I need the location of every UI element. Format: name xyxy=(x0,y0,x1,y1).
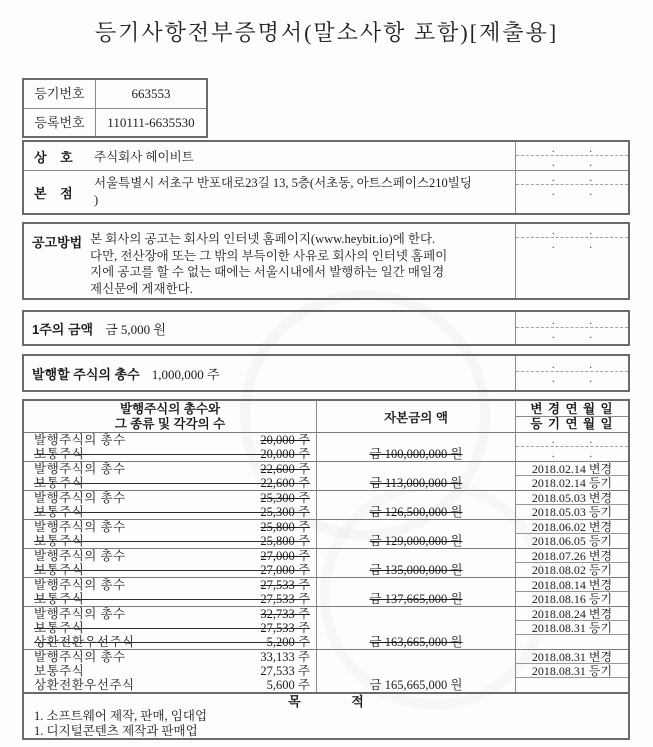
objective-box xyxy=(22,692,630,740)
share-entry xyxy=(24,577,628,606)
date-cell xyxy=(515,650,628,692)
empty-date: . . xyxy=(551,329,593,341)
document-title: 등기사항전부증명서(말소사항 포함)[제출용] xyxy=(94,20,559,45)
share-row xyxy=(24,650,316,664)
date-row: 2018.06.05 등기 xyxy=(531,534,613,548)
share-row xyxy=(24,433,316,447)
date-row: 2018.06.02 변경 xyxy=(516,520,628,534)
share-row-label: 보통주식 xyxy=(34,563,85,577)
notice-line: 다만, 전산장애 또는 그 밖의 부득이한 사유로 회사의 인터넷 홈페이 xyxy=(90,248,448,263)
date-cell xyxy=(515,142,628,170)
objective-item: 1. 디지털콘텐츠 제작과 판매업 xyxy=(34,724,198,738)
share-row-value: 25,800 주 xyxy=(260,520,310,534)
empty-date: . . xyxy=(516,358,628,372)
par-value-row xyxy=(24,312,515,344)
share-row xyxy=(24,462,316,476)
head-office-address xyxy=(94,171,515,213)
share-row-value: 5,200 주 xyxy=(266,635,310,649)
registry-number-value: 663553 xyxy=(131,86,171,101)
company-box xyxy=(22,140,630,215)
share-row-label: 보통주식 xyxy=(34,476,85,490)
empty-date: . . xyxy=(551,373,593,385)
head-office-address-line2: ) xyxy=(94,193,99,207)
date-cell xyxy=(515,549,628,577)
issued-shares-table-header xyxy=(24,401,628,432)
share-kinds-cell xyxy=(24,491,316,519)
capital-cell xyxy=(316,462,515,490)
authorized-shares-label: 발행할 주식의 총수 xyxy=(32,366,140,382)
date-row: 2018.05.03 변경 xyxy=(516,491,628,505)
share-row xyxy=(24,592,316,606)
date-cell xyxy=(515,462,628,490)
date-row: 2018.08.16 등기 xyxy=(531,592,613,606)
date-cell xyxy=(515,224,628,298)
share-row xyxy=(24,534,316,548)
capital-value: 금 129,000,000 원 xyxy=(369,534,463,548)
capital-cell xyxy=(316,433,515,461)
header-change-date: 변 경 연 월 일 xyxy=(516,401,628,417)
share-row xyxy=(24,678,316,692)
objective-title: 목 적 xyxy=(288,694,364,709)
share-row-label: 발행주식의 총수 xyxy=(34,433,126,447)
date-row: 2018.08.31 등기 xyxy=(516,664,628,678)
date-row: 2018.08.24 변경 xyxy=(516,607,628,621)
share-row-value: 27,000 주 xyxy=(260,563,310,577)
date-cell xyxy=(515,491,628,519)
empty-date: . . xyxy=(516,224,628,238)
company-name-label: 상 호 xyxy=(34,149,73,165)
share-row xyxy=(24,578,316,592)
share-row-value: 22,600 주 xyxy=(260,476,310,490)
capital-value: 금 137,665,000 원 xyxy=(369,592,463,606)
notice-method-text xyxy=(90,224,515,298)
share-row-value: 27,533 주 xyxy=(260,592,310,606)
share-row-label: 발행주식의 총수 xyxy=(34,578,126,592)
capital-cell xyxy=(316,607,515,649)
share-row-label: 보통주식 xyxy=(34,664,85,678)
head-office-label: 본 점 xyxy=(34,185,73,201)
share-row-label: 보통주식 xyxy=(34,447,85,461)
notice-method-label: 공고방법 xyxy=(32,235,83,250)
empty-date: . . xyxy=(516,314,628,328)
empty-date: . . xyxy=(516,142,628,156)
share-kinds-cell xyxy=(24,650,316,692)
empty-date: . . xyxy=(551,239,593,251)
par-value-label: 1주의 금액 xyxy=(32,321,94,337)
share-row-value: 27,533 주 xyxy=(260,664,310,678)
share-row xyxy=(24,607,316,621)
capital-value: 금 135,000,000 원 xyxy=(369,563,463,577)
share-row-value: 5,600 주 xyxy=(266,678,310,692)
share-row-value: 27,000 주 xyxy=(260,549,310,563)
share-row-label: 발행주식의 총수 xyxy=(34,650,126,664)
share-row xyxy=(24,563,316,577)
notice-line: 본 회사의 공고는 회사의 인터넷 홈페이지(www.heybit.io)에 한다. xyxy=(90,232,436,246)
authorized-shares-amount: 1,000,000 주 xyxy=(151,366,220,382)
share-entry xyxy=(24,606,628,649)
registration-number-label: 등록번호 xyxy=(24,109,96,136)
date-cell xyxy=(515,171,628,213)
empty-date: . . xyxy=(516,433,628,447)
share-row-value: 27,533 주 xyxy=(260,578,310,592)
share-row-value: 33,133 주 xyxy=(260,650,310,664)
issued-shares-table xyxy=(22,399,630,694)
share-row xyxy=(24,491,316,505)
date-cell xyxy=(515,578,628,606)
date-row: 2018.02.14 등기 xyxy=(531,476,613,490)
share-row-value: 32,733 주 xyxy=(260,607,310,621)
date-cell xyxy=(515,312,628,344)
capital-cell xyxy=(316,491,515,519)
capital-value: 금 163,665,000 원 xyxy=(369,635,463,649)
par-value-amount: 금 5,000 원 xyxy=(105,321,166,337)
share-kinds-cell xyxy=(24,433,316,461)
share-row-label: 발행주식의 총수 xyxy=(34,607,126,621)
share-row-value: 25,800 주 xyxy=(260,534,310,548)
empty-date: . . xyxy=(516,171,628,185)
header-share-kinds xyxy=(24,401,316,432)
head-office-address-line1: 서울특별시 서초구 반포대로23길 13, 5층(서초동, 아트스페이스210빌딩 xyxy=(94,176,472,190)
date-cell xyxy=(515,433,628,461)
share-row-label: 보통주식 xyxy=(34,592,85,606)
share-row-label: 상환전환우선주식 xyxy=(34,635,135,649)
share-row-label: 발행주식의 총수 xyxy=(34,549,126,563)
capital-cell xyxy=(316,578,515,606)
company-name-value: 주식회사 헤이비트 xyxy=(94,150,194,164)
capital-cell xyxy=(316,549,515,577)
date-cell xyxy=(515,356,628,390)
header-dates xyxy=(515,401,628,432)
share-row-value: 20,000 주 xyxy=(260,433,310,447)
share-row xyxy=(24,621,316,635)
empty-date: . . xyxy=(551,157,593,169)
capital-value: 금 165,665,000 원 xyxy=(369,678,463,692)
notice-line: 지에 공고를 할 수 없는 때에는 서울시내에서 발행하는 일간 매일경 xyxy=(90,265,445,279)
notice-method-box xyxy=(22,222,630,300)
share-row xyxy=(24,664,316,678)
head-office-row xyxy=(24,170,628,213)
registry-number-row xyxy=(24,80,206,108)
share-table-body xyxy=(24,432,628,692)
capital-cell xyxy=(316,520,515,548)
share-row-label: 발행주식의 총수 xyxy=(34,491,126,505)
empty-date: . . xyxy=(551,186,593,198)
share-row-value: 27,533 주 xyxy=(260,621,310,635)
share-row-value: 25,300 주 xyxy=(260,491,310,505)
capital-value: 금 100,000,000 원 xyxy=(369,447,463,461)
share-kinds-cell xyxy=(24,578,316,606)
objective-item: 1. 소프트웨어 제작, 판매, 임대업 xyxy=(34,709,208,723)
share-row xyxy=(24,505,316,519)
share-row-value: 22,600 주 xyxy=(260,462,310,476)
par-value-box xyxy=(22,310,630,346)
share-row xyxy=(24,549,316,563)
capital-cell xyxy=(316,650,515,692)
share-row-label: 보통주식 xyxy=(34,621,85,635)
registry-number-box xyxy=(22,78,208,138)
share-row-label: 보통주식 xyxy=(34,534,85,548)
registration-number-row xyxy=(24,108,206,136)
share-row xyxy=(24,476,316,490)
share-kinds-cell xyxy=(24,549,316,577)
authorized-shares-box xyxy=(22,354,630,392)
share-entry xyxy=(24,548,628,577)
company-name-row xyxy=(24,142,628,170)
share-kinds-cell xyxy=(24,462,316,490)
date-row: 2018.07.26 변경 xyxy=(516,549,628,563)
share-kinds-cell xyxy=(24,607,316,649)
share-entry xyxy=(24,490,628,519)
share-row-label: 보통주식 xyxy=(34,505,85,519)
header-share-kinds-line1: 발행주식의 총수와 xyxy=(119,402,221,416)
date-row: 2018.08.31 변경 xyxy=(516,650,628,664)
date-cell xyxy=(515,520,628,548)
share-row-label: 발행주식의 총수 xyxy=(34,462,126,476)
share-entry xyxy=(24,649,628,692)
notice-line: 제신문에 게재한다. xyxy=(90,281,193,296)
registry-number-label: 등기번호 xyxy=(24,80,96,108)
date-row: 2018.08.02 등기 xyxy=(531,563,613,577)
share-row-label: 상환전환우선주식 xyxy=(34,678,135,692)
share-entry xyxy=(24,519,628,548)
capital-value: 금 126,500,000 원 xyxy=(369,505,463,519)
share-row-value: 20,000 주 xyxy=(260,447,310,461)
share-entry xyxy=(24,461,628,490)
header-registration-date: 등 기 연 월 일 xyxy=(530,417,614,431)
authorized-shares-row xyxy=(24,356,515,390)
share-row xyxy=(24,520,316,534)
share-row-value: 25,300 주 xyxy=(260,505,310,519)
header-capital: 자본금의 액 xyxy=(316,401,515,432)
date-row: 2018.08.14 변경 xyxy=(516,578,628,592)
date-row: 2018.05.03 등기 xyxy=(531,505,613,519)
date-row: 2018.08.31 등기 xyxy=(516,621,628,635)
share-row-label: 발행주식의 총수 xyxy=(34,520,126,534)
header-share-kinds-line2: 그 종류 및 각각의 수 xyxy=(114,417,226,431)
share-entry xyxy=(24,432,628,461)
registration-number-value: 110111-6635530 xyxy=(107,115,195,130)
share-row xyxy=(24,447,316,461)
empty-date: . . xyxy=(551,448,593,460)
date-cell xyxy=(515,607,628,649)
share-row xyxy=(24,635,316,649)
capital-value: 금 113,000,000 원 xyxy=(369,476,463,490)
date-row: 2018.02.14 변경 xyxy=(516,462,628,476)
share-kinds-cell xyxy=(24,520,316,548)
